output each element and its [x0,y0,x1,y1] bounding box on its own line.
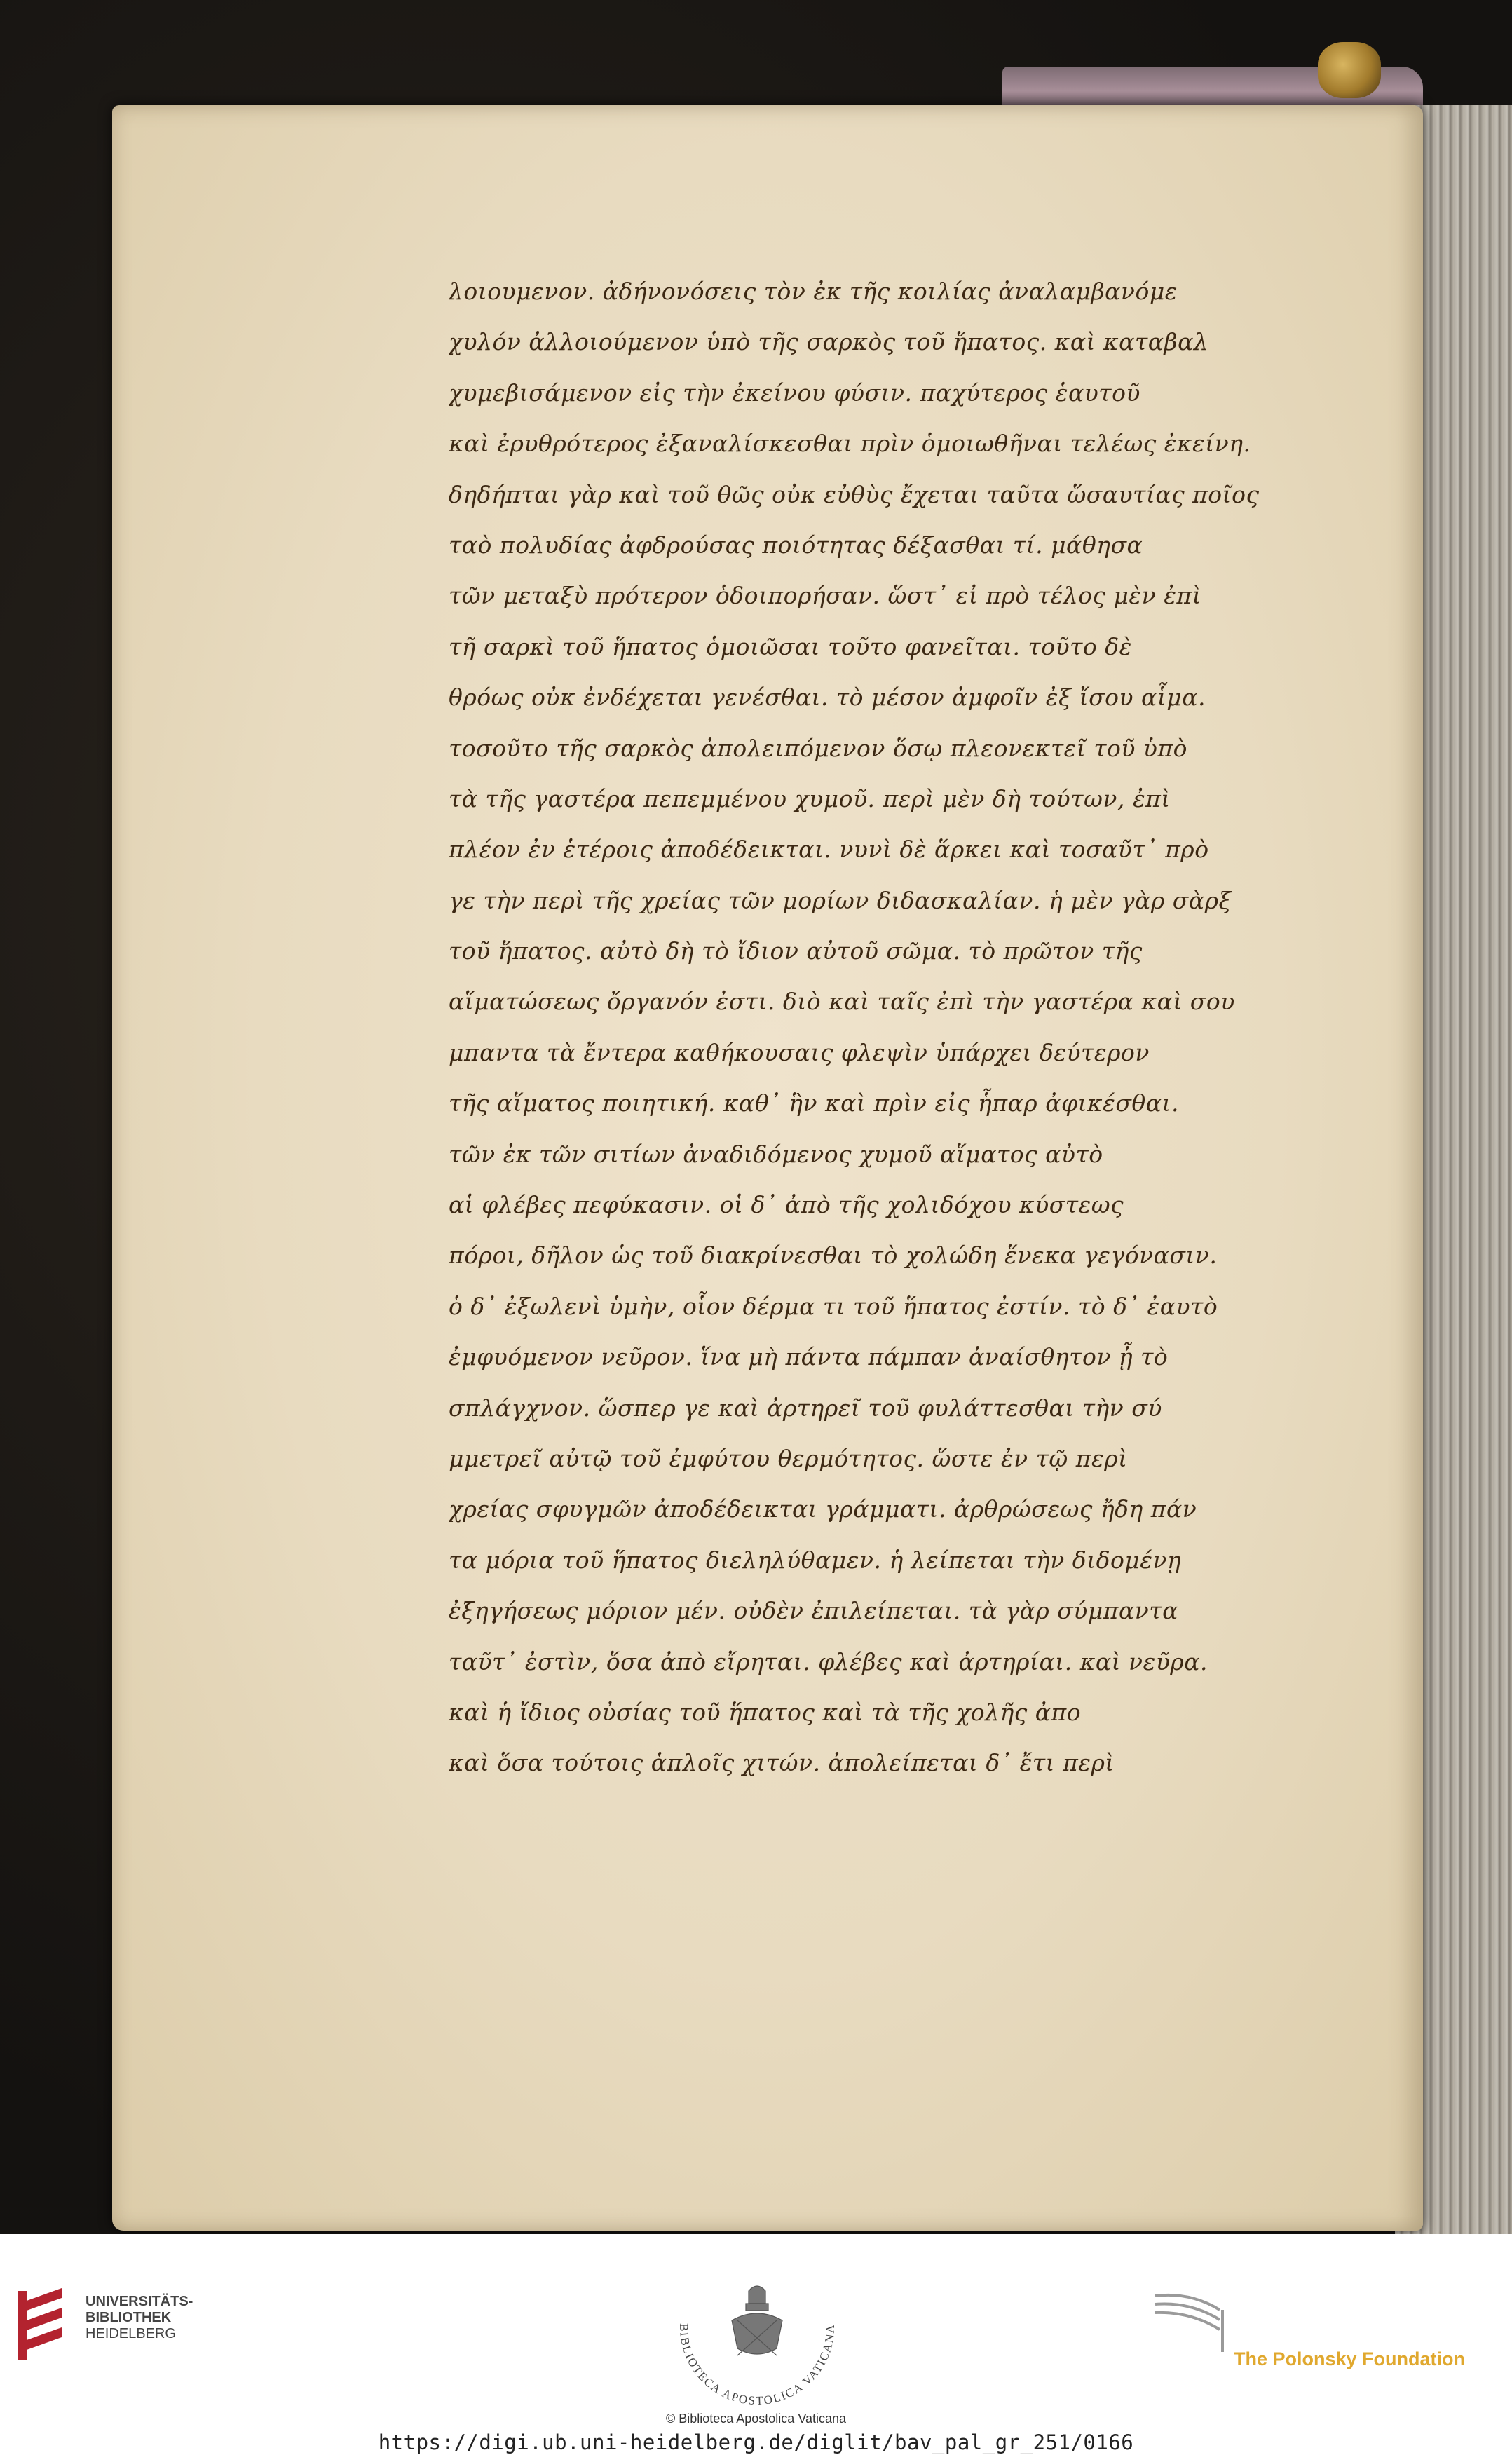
manuscript-line: χυμεβισάμενον εἰς τὴν ἐκείνου φύσιν. παχύτερος ἑαυτοῦ [449,379,1140,407]
ub-line-1: UNIVERSITÄTS- [86,2294,193,2309]
bav-copyright: © Biblioteca Apostolica Vaticana [665,2412,847,2426]
manuscript-line: ἐξηγήσεως μόριον μέν. οὐδὲν ἐπιλείπεται. τὰ γὰρ σύμπαντα [449,1597,1178,1625]
manuscript-line: δηδήπται γὰρ καὶ τοῦ θῶς οὐκ εὐθὺς ἔχεται ταῦτα ὥσαυτίας ποῖος [449,480,1260,508]
polonsky-foundation-text[interactable]: The Polonsky Foundation [1234,2348,1465,2369]
manuscript-line: αἵματώσεως ὄργανόν ἐστι. διὸ καὶ ταῖς ἐπὶ τὴν γαστέρα καὶ σου [449,988,1235,1016]
manuscript-line: ταῦτ᾿ ἐστὶν, ὅσα ἀπὸ εἴρηται. φλέβες καὶ ἀρτηρίαι. καὶ νεῦρα. [449,1647,1208,1675]
handwritten-text-block [449,266,1297,1777]
page-url[interactable]: https://digi.ub.uni-heidelberg.de/diglit/bav_pal_gr_251/0166 [378,2430,1134,2454]
manuscript-line: τῆς αἵματος ποιητική. καθ᾽ ἣν καὶ πρὶν εἰς ἧπαρ ἀφικέσθαι. [449,1089,1179,1117]
manuscript-line: μμετρεῖ αὐτῷ τοῦ ἐμφύτου θερμότητος. ὥστε ἐν τῷ περὶ [449,1444,1128,1472]
manuscript-line: τῶν ἐκ τῶν σιτίων ἀναδιδόμενος χυμοῦ αἵματος αὐτὸ [449,1140,1103,1168]
manuscript-line: τοσοῦτο τῆς σαρκὸς ἀπολειπόμενον ὅσῳ πλεονεκτεῖ τοῦ ὑπὸ [449,734,1188,762]
manuscript-line: χρείας σφυγμῶν ἀποδέδεικται γράμματι. ἀρθρώσεως ἤδη πάν [449,1495,1197,1523]
ub-line-3: HEIDELBERG [86,2326,176,2341]
manuscript-line: καὶ ἡ ἴδιος οὐσίας τοῦ ἥπατος καὶ τὰ τῆς χολῆς ἀπο [449,1698,1082,1726]
manuscript-line: πόροι, δῆλον ὡς τοῦ διακρίνεσθαι τὸ χολώδη ἕνεκα γεγόνασιν. [449,1242,1218,1270]
manuscript-line: καὶ ὅσα τούτοις ἁπλοῖς χιτών. ἀπολείπεται δ᾽ ἔτι περὶ [449,1749,1115,1777]
manuscript-line: χυλόν ἀλλοιούμενον ὑπὸ τῆς σαρκὸς τοῦ ἥπατος. καὶ καταβαλ [449,328,1209,356]
manuscript-line: σπλάγχνον. ὥσπερ γε καὶ ἀρτηρεῖ τοῦ φυλάττεσθαι τὴν σύ [449,1394,1162,1422]
manuscript-line: μπαντα τὰ ἔντερα καθήκουσαις φλεψὶν ὑπάρχει δεύτερον [449,1038,1150,1066]
manuscript-line: ὁ δ᾽ ἐξωλενὶ ὑμὴν, οἷον δέρμα τι τοῦ ἥπατος ἐστίν. τὸ δ᾽ ἐαυτὸ [449,1292,1218,1320]
manuscript-line: τῆ σαρκὶ τοῦ ἥπατος ὁμοιῶσαι τοῦτο φανεῖται. τοῦτο δὲ [449,632,1132,660]
vatican-library-emblem-icon[interactable] [659,2278,855,2419]
manuscript-line: τα μόρια τοῦ ἥπατος διεληλύθαμεν. ἡ λείπεται τὴν διδομένῃ [449,1546,1182,1574]
manuscript-line: ἐμφυόμενον νεῦρον. ἵνα μὴ πάντα πάμπαν ἀναίσθητον ᾖ τὸ [449,1343,1169,1371]
book-clasp [1318,42,1381,98]
manuscript-line: λοιουμενον. ἀδήνονόσεις τὸν ἐκ τῆς κοιλίας ἀναλαμβανόμε [449,278,1178,305]
manuscript-line: ταὸ πολυδίας ἀφδρούσας ποιότητας δέξασθαι τί. μάθησα [449,531,1143,559]
polonsky-foundation-logo-icon[interactable] [1150,2282,1234,2359]
manuscript-line: καὶ ἐρυθρότερος ἐξαναλίσκεσθαι πρὶν ὁμοιωθῆναι τελέως ἐκείνη. [449,430,1251,458]
manuscript-line: αἱ φλέβες πεφύκασιν. οἱ δ᾽ ἀπὸ τῆς χολιδόχου κύστεως [449,1191,1124,1219]
manuscript-line: θρόως οὐκ ἐνδέχεται γενέσθαι. τὸ μέσον ἀμφοῖν ἐξ ἴσου αἷμα. [449,683,1206,712]
ub-heidelberg-logo-icon[interactable] [15,2287,71,2367]
manuscript-line: τῶν μεταξὺ πρότερον ὁδοιπορήσαν. ὥστ᾿ εἰ πρὸ τέλος μὲν ἐπὶ [449,582,1202,610]
manuscript-line: τοῦ ἥπατος. αὐτὸ δὴ τὸ ἴδιον αὐτοῦ σῶμα. τὸ πρῶτον τῆς [449,937,1143,965]
ub-heidelberg-wordmark[interactable] [86,2294,254,2342]
ub-line-2: BIBLIOTHEK [86,2310,172,2325]
manuscript-line: γε τὴν περὶ τῆς χρείας τῶν μορίων διδασκαλίαν. ἡ μὲν γὰρ σὰρξ [449,886,1232,914]
manuscript-line: τὰ τῆς γαστέρα πεπεμμένου χυμοῦ. περὶ μὲν δὴ τούτων, ἐπὶ [449,784,1171,812]
bav-arc-text: BIBLIOTECA APOSTOLICA VATICANA [676,2322,838,2408]
manuscript-line: πλέον ἐν ἑτέροις ἀποδέδεικται. νυνὶ δὲ ἅρκει καὶ τοσαῦτ᾿ πρὸ [449,836,1209,864]
